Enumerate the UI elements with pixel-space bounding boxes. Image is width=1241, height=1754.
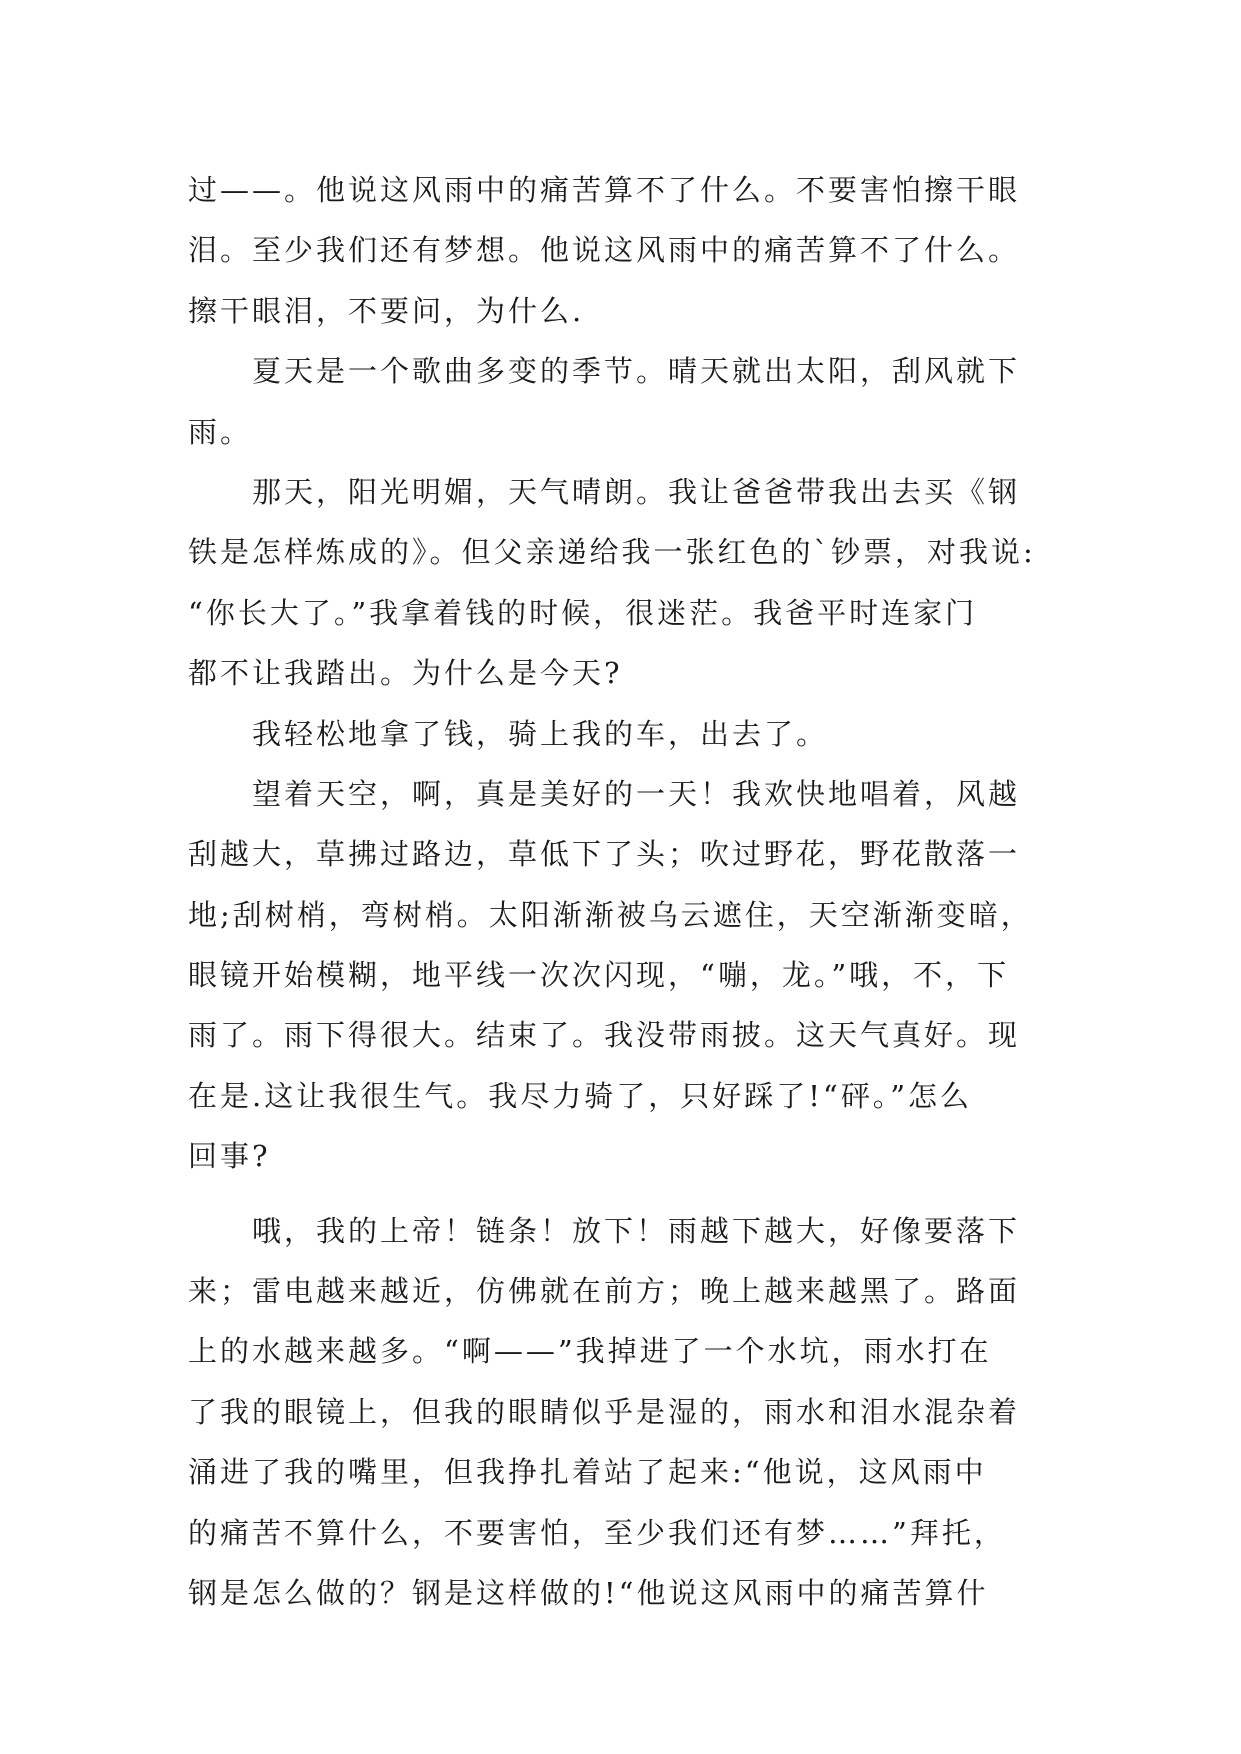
text-line: 泪。至少我们还有梦想。他说这风雨中的痛苦算不了什么。: [188, 233, 1021, 268]
text-line: 擦干眼泪，不要问，为什么.: [188, 293, 585, 328]
text-line: 都不让我踏出。为什么是今天?: [188, 656, 623, 691]
text-line: 眼镜开始模糊，地平线一次次闪现，“嘣，龙。”哦，不，下: [188, 958, 1010, 993]
text-line: 了我的眼镜上，但我的眼睛似乎是湿的，雨水和泪水混杂着: [188, 1394, 1021, 1429]
text-line: 那天，阳光明媚，天气晴朗。我让爸爸带我出去买《钢: [188, 474, 1021, 509]
text-line: 刮越大，草拂过路边，草低下了头；吹过野花，野花散落一: [188, 837, 1021, 872]
text-line: 望着天空，啊，真是美好的一天！我欢快地唱着，风越: [188, 776, 1021, 811]
paragraph-gap: [188, 1187, 1078, 1201]
text-line: 我轻松地拿了钱，骑上我的车，出去了。: [188, 716, 829, 751]
text-line: 涌进了我的嘴里，但我挣扎着站了起来:“他说，这风雨中: [188, 1455, 987, 1490]
text-line: 回事?: [188, 1139, 271, 1174]
text-line: 夏天是一个歌曲多变的季节。晴天就出太阳，刮风就下: [188, 354, 1021, 389]
text-line: 在是.这让我很生气。我尽力骑了，只好踩了!“砰。”怎么: [188, 1078, 973, 1113]
text-line: 的痛苦不算什么，不要害怕，至少我们还有梦……”拜托，: [188, 1515, 1006, 1550]
text-line: 哦，我的上帝！链条！放下！雨越下越大，好像要落下: [188, 1213, 1021, 1248]
text-line: 来；雷电越来越近，仿佛就在前方；晚上越来越黑了。路面: [188, 1274, 1021, 1309]
document-body: [188, 160, 1078, 1623]
text-line: 钢是怎么做的？钢是这样做的!“他说这风雨中的痛苦算什: [188, 1575, 989, 1610]
text-line: 地;刮树梢，弯树梢。太阳渐渐被乌云遮住，天空渐渐变暗，: [188, 897, 1033, 932]
text-line: 雨。: [188, 414, 253, 449]
text-line: 雨了。雨下得很大。结束了。我没带雨披。这天气真好。现: [188, 1018, 1021, 1053]
text-line: “你长大了。”我拿着钱的时候，很迷茫。我爸平时连家门: [188, 595, 978, 630]
text-line: 过——。他说这风雨中的痛苦算不了什么。不要害怕擦干眼: [188, 173, 1021, 207]
text-line: 上的水越来越多。“啊——”我掉进了一个水坑，雨水打在: [188, 1334, 992, 1369]
text-line: 铁是怎样炼成的》。但父亲递给我一张红色的`钞票，对我说:: [188, 535, 1036, 570]
